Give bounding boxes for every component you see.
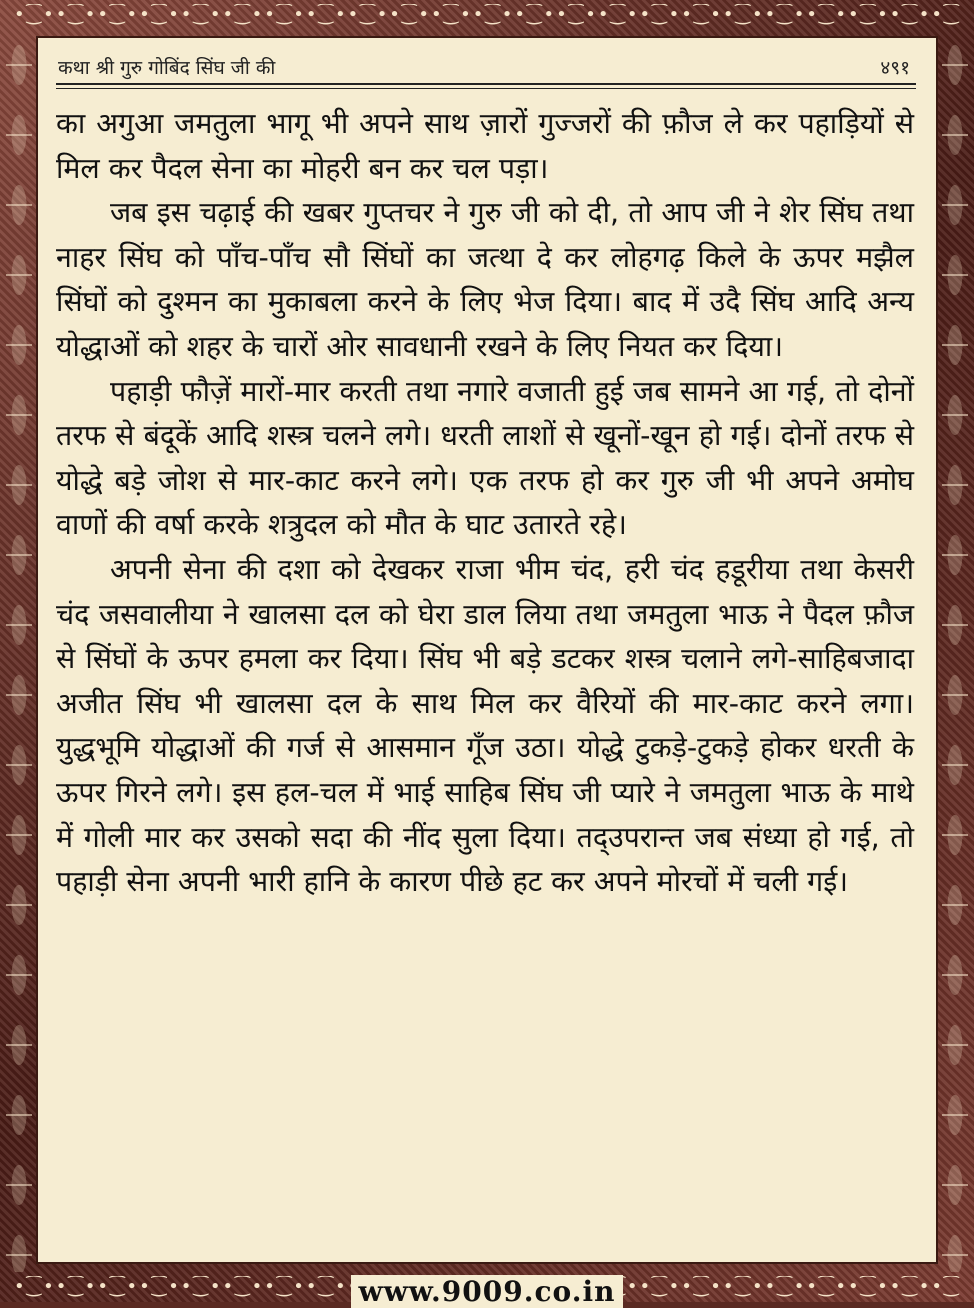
paragraph: का अगुआ जमतुला भागू भी अपने साथ ज़ारों गुज्जरों की फ़ौज ले कर पहाड़ियों से मिल कर पैदल सेना का मोहरी बन कर चल पड़ा। (56, 102, 914, 191)
running-title: कथा श्री गुरु गोबिंद सिंघ जी की (58, 54, 275, 80)
header-rule (56, 83, 916, 85)
document-page (36, 36, 938, 1264)
ornament-top: •⁐••⁐••⁐••⁐••⁐••⁐••⁐••⁐••⁐••⁐••⁐••⁐••⁐••⁐••⁐••⁐••⁐••⁐••⁐••⁐••⁐••⁐••⁐ (14, 4, 960, 26)
page-header (58, 48, 916, 82)
body-text (56, 102, 914, 905)
website-link[interactable]: www.9009.co.in (351, 1275, 624, 1308)
header-rule-thin (56, 88, 916, 89)
page-number: ४९१ (880, 54, 910, 80)
paragraph: अपनी सेना की दशा को देखकर राजा भीम चंद, हरी चंद हडूरीया तथा केसरी चंद जसवालीया ने खालसा दल को घेरा डाल लिया तथा जमतुला भाऊ ने पैदल फ़ौज से सिंघों के ऊपर हमला कर दिया। सिंघ भी बड़े डटकर शस्त्र चलाने लगे-साहिबजादा अजीत सिंघ भी खालसा दल के साथ मिल कर वैरियों की मार-काट करने लगा। युद्धभूमि योद्धाओं की गर्ज से आसमान गूँज उठा। योद्धे टुकड़े-टुकड़े होकर धरती के ऊपर गिरने लगे। इस हल-चल में भाई साहिब सिंघ जी प्यारे ने जमतुला भाऊ के माथे में गोली मार कर उसको सदा की नींद सुला दिया। तद्उपरान्त जब संध्या हो गई, तो पहाड़ी सेना अपनी भारी हानि के कारण पीछे हट कर अपने मोरचों में चली गई। (56, 548, 914, 905)
paragraph: पहाड़ी फौज़ें मारों-मार करती तथा नगारे वजाती हुई जब सामने आ गई, तो दोनों तरफ से बंदूकें आदि शस्त्र चलने लगे। धरती लाशों से खूनों-खून हो गई। दोनों तरफ से योद्धे बड़े जोश से मार-काट करने लगे। एक तरफ हो कर गुरु जी भी अपने अमोघ वाणों की वर्षा करके शत्रुदल को मौत के घाट उतारते रहे। (56, 370, 914, 548)
website-watermark (0, 1275, 974, 1308)
paragraph: जब इस चढ़ाई की खबर गुप्तचर ने गुरु जी को दी, तो आप जी ने शेर सिंघ तथा नाहर सिंघ को पाँच-पाँच सौ सिंघों का जत्था दे कर लोहगढ़ किले के ऊपर मझैल सिंघों को दुश्मन का मुकाबला करने के लिए भेज दिया। बाद में उदै सिंघ आदि अन्य योद्धाओं को शहर के चारों ओर सावधानी रखने के लिए नियत कर दिया। (56, 191, 914, 369)
ornament-left (6, 30, 32, 1272)
ornament-right (942, 30, 968, 1272)
